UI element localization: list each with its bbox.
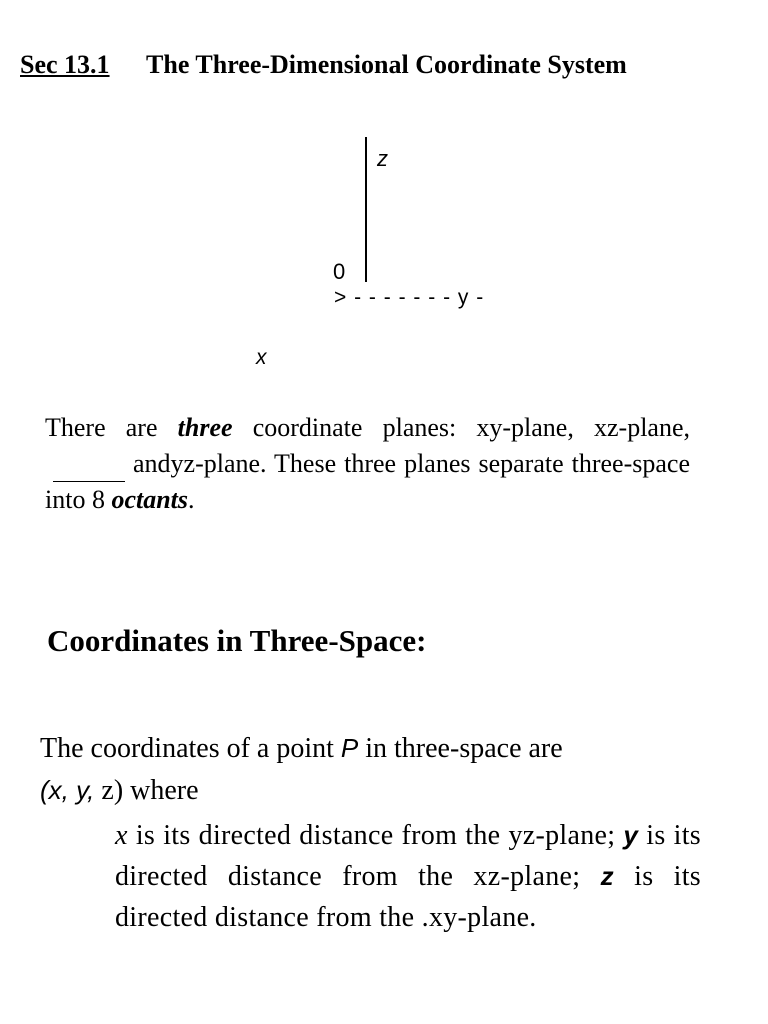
x-description: is its directed distance from the yz-plane; <box>127 820 624 851</box>
section-heading: Coordinates in Three-Space: <box>47 623 427 658</box>
y-description: is its directed distance from the xz-plane; <box>115 820 702 892</box>
z-axis-label: z <box>377 146 388 171</box>
emphasis-three: three <box>177 413 233 442</box>
coordinates-intro-line1 <box>40 733 563 765</box>
para2-text: The coordinates of a point <box>40 733 341 764</box>
x-variable: x <box>115 820 128 851</box>
z-description: is its directed distance from the .xy-plane. <box>115 861 702 933</box>
fill-in-blank <box>53 455 125 482</box>
coordinates-intro-line2 <box>40 775 199 807</box>
point-variable: P <box>340 733 359 763</box>
y-variable: y <box>623 820 639 850</box>
origin-label: 0 <box>333 259 346 284</box>
x-axis-label: x <box>256 346 267 369</box>
coordinate-tuple: (x, y, <box>40 775 95 805</box>
para2-text: z) where <box>94 775 199 806</box>
para1-text: There are <box>45 413 178 442</box>
page-title: The Three-Dimensional Coordinate System <box>146 50 627 79</box>
emphasis-octants: octants <box>111 485 189 514</box>
para1-text: . <box>188 485 195 514</box>
z-axis-line <box>365 137 367 282</box>
z-variable: z <box>600 861 614 891</box>
para1-text: andyz-plane. These three planes separate three-space into 8 <box>45 449 690 514</box>
page-header <box>20 50 627 80</box>
y-axis-label: > - - - - - - - y - <box>334 286 485 309</box>
section-number: Sec 13.1 <box>20 50 110 79</box>
coordinates-definition <box>115 815 701 938</box>
coordinate-planes-paragraph <box>45 410 690 518</box>
para1-text: coordinate planes: xy-plane, xz-plane, <box>232 413 691 442</box>
para2-text: in three-space are <box>358 733 563 764</box>
